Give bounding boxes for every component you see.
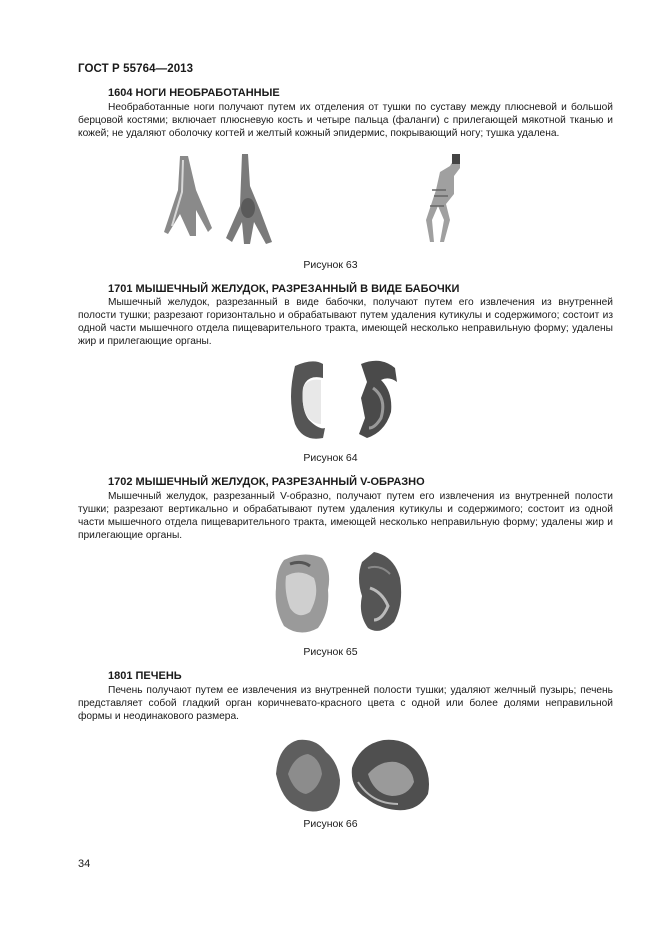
figure-63-feet-image [150, 150, 490, 252]
figure-64-gizzard-butterfly-image [285, 358, 415, 444]
figure-65-caption: Рисунок 65 [303, 646, 358, 658]
page-number: 34 [78, 858, 91, 870]
figure-66-liver-image [268, 734, 438, 818]
section-text-1702: Мышечный желудок, разрезанный V-образно, получают путем его извлечения из внутренней полости тушки; разрезают вертикально и обрабатывают путем удаления кутикулы и содержимого; состоит из одной части мышечного отдела пищеварительного тракта, имеющей несколько неправильную форму; удалены жир и прилегающие органы. [78, 491, 613, 541]
figure-66-caption: Рисунок 66 [303, 818, 358, 830]
section-title-1701: 1701 МЫШЕЧНЫЙ ЖЕЛУДОК, РАЗРЕЗАННЫЙ В ВИДЕ БАБОЧКИ [108, 283, 460, 295]
section-title-1702: 1702 МЫШЕЧНЫЙ ЖЕЛУДОК, РАЗРЕЗАННЫЙ V-ОБРАЗНО [108, 476, 425, 488]
figure-64-caption: Рисунок 64 [303, 452, 358, 464]
section-text-1604: Необработанные ноги получают путем их отделения от тушки по суставу между плюсневой и большой берцовой костями; включает плюсневую кость и четыре пальца (фаланги) с прилегающей мякотной тканью и кожей; не удаляют оболочку когтей и желтый кожный эпидермис, покрывающий ногу; тушка удалена. [78, 102, 613, 139]
section-title-1801: 1801 ПЕЧЕНЬ [108, 670, 182, 682]
figure-63-caption: Рисунок 63 [303, 259, 358, 271]
document-header: ГОСТ Р 55764—2013 [78, 63, 194, 75]
figure-65-gizzard-v-image [270, 548, 410, 638]
section-text-1801: Печень получают путем ее извлечения из внутренней полости тушки; удаляют желчный пузырь; печень представляет собой гладкий орган коричневато-красного цвета с одной или более долями неправильной формы и неодинакового размера. [78, 685, 613, 722]
section-text-1701: Мышечный желудок, разрезанный в виде бабочки, получают путем его извлечения из внутренней полости тушки; разрезают горизонтально и обрабатывают путем удаления кутикулы и содержимого; состоит из одной части мышечного отдела пищеварительного тракта, имеющей несколько неправильную форму; удалены жир и прилегающие органы. [78, 297, 613, 347]
section-title-1604: 1604 НОГИ НЕОБРАБОТАННЫЕ [108, 87, 280, 99]
